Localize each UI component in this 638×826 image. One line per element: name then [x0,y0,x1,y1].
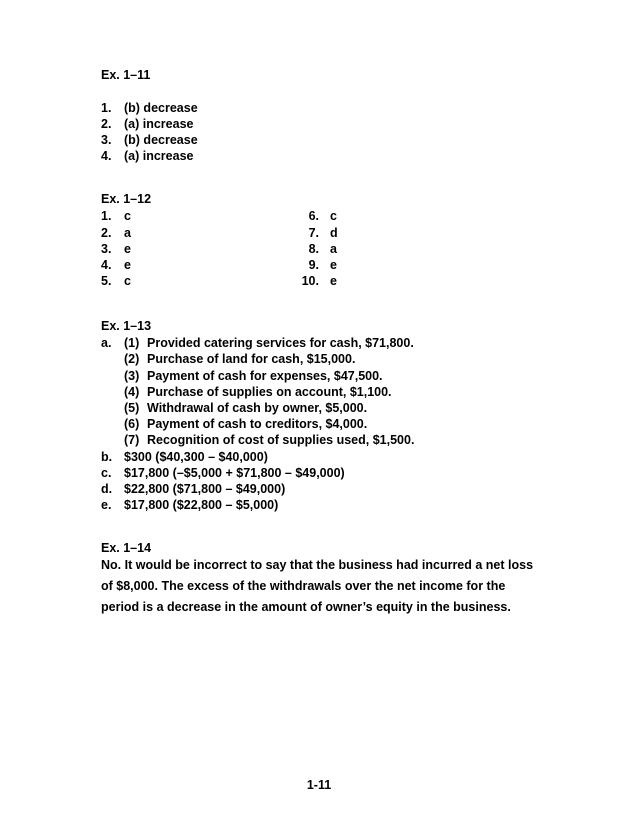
ex-1-12-item-6-number: 6. [308,209,319,223]
ex-1-13-a-5-number: (5) [124,401,140,415]
ex-1-13-a-7-number: (7) [124,433,140,447]
ex-1-13-part-c-text: $17,800 (–$5,000 + $71,800 – $49,000) [124,466,345,480]
ex-1-13-a-3-text: Payment of cash for expenses, $47,500. [147,369,383,383]
ex-1-13-a-1-text: Provided catering services for cash, $71,800. [147,336,414,350]
ex-1-12-item-2-answer: a [124,226,131,240]
ex-1-13-part-d-label: d. [101,482,113,496]
ex-1-12-item-6-answer: c [330,209,337,223]
ex-1-12-item-9-number: 9. [308,258,319,272]
ex-1-13-part-e-label: e. [101,498,112,512]
ex-1-14-heading: Ex. 1–14 [101,541,152,555]
ex-1-13-part-c-label: c. [101,466,112,480]
page-number: 1-11 [306,778,332,792]
ex-1-13-a-6-text: Payment of cash to creditors, $4,000. [147,417,368,431]
ex-1-12-item-2-number: 2. [101,226,112,240]
ex-1-13-a-3-number: (3) [124,369,140,383]
ex-1-13-part-b-text: $300 ($40,300 – $40,000) [124,450,268,464]
ex-1-13-a-7-text: Recognition of cost of supplies used, $1,500. [147,433,415,447]
ex-1-13-a-2-number: (2) [124,352,140,366]
ex-1-11-item-4-answer: (a) increase [124,149,194,163]
ex-1-12-item-5-answer: c [124,274,131,288]
ex-1-13-part-d-text: $22,800 ($71,800 – $49,000) [124,482,286,496]
ex-1-13-part-b-label: b. [101,450,113,464]
ex-1-12-item-8-answer: a [330,242,337,256]
ex-1-11-item-1-answer: (b) decrease [124,101,198,115]
ex-1-12-item-7-answer: d [330,226,338,240]
ex-1-12-item-10-number: 10. [301,274,319,288]
ex-1-13-part-e-text: $17,800 ($22,800 – $5,000) [124,498,279,512]
ex-1-12-item-3-number: 3. [101,242,112,256]
ex-1-13-a-4-number: (4) [124,385,140,399]
ex-1-13-a-5-text: Withdrawal of cash by owner, $5,000. [147,401,368,415]
ex-1-12-item-1-answer: c [124,209,131,223]
ex-1-13-heading: Ex. 1–13 [101,319,152,333]
ex-1-13-a-4-text: Purchase of supplies on account, $1,100. [147,385,392,399]
ex-1-12-item-9-answer: e [330,258,337,272]
ex-1-12-item-3-answer: e [124,242,131,256]
ex-1-12-item-10-answer: e [330,274,337,288]
ex-1-14-paragraph: No. It would be incorrect to say that the business had incurred a net loss of $8,000. The excess of the withdrawals over the net income for the period is a decrease in the amount of owner’s equity in the business. [101,558,534,614]
ex-1-11-heading: Ex. 1–11 [101,68,151,82]
ex-1-12-item-7-number: 7. [308,226,319,240]
ex-1-11-item-3-answer: (b) decrease [124,133,198,147]
ex-1-12-item-1-number: 1. [101,209,112,223]
ex-1-12-item-8-number: 8. [308,242,319,256]
ex-1-13-a-6-number: (6) [124,417,140,431]
ex-1-12-item-5-number: 5. [101,274,112,288]
ex-1-13-a-2-text: Purchase of land for cash, $15,000. [147,352,356,366]
ex-1-13-part-a-label: a. [101,336,112,350]
ex-1-11-item-1-number: 1. [101,101,112,115]
ex-1-11-item-3-number: 3. [101,133,112,147]
ex-1-12-item-4-number: 4. [101,258,112,272]
ex-1-12-heading: Ex. 1–12 [101,192,152,206]
ex-1-11-item-2-number: 2. [101,117,112,131]
ex-1-13-a-1-number: (1) [124,336,140,350]
ex-1-12-item-4-answer: e [124,258,131,272]
ex-1-11-item-4-number: 4. [101,149,112,163]
ex-1-11-item-2-answer: (a) increase [124,117,194,131]
